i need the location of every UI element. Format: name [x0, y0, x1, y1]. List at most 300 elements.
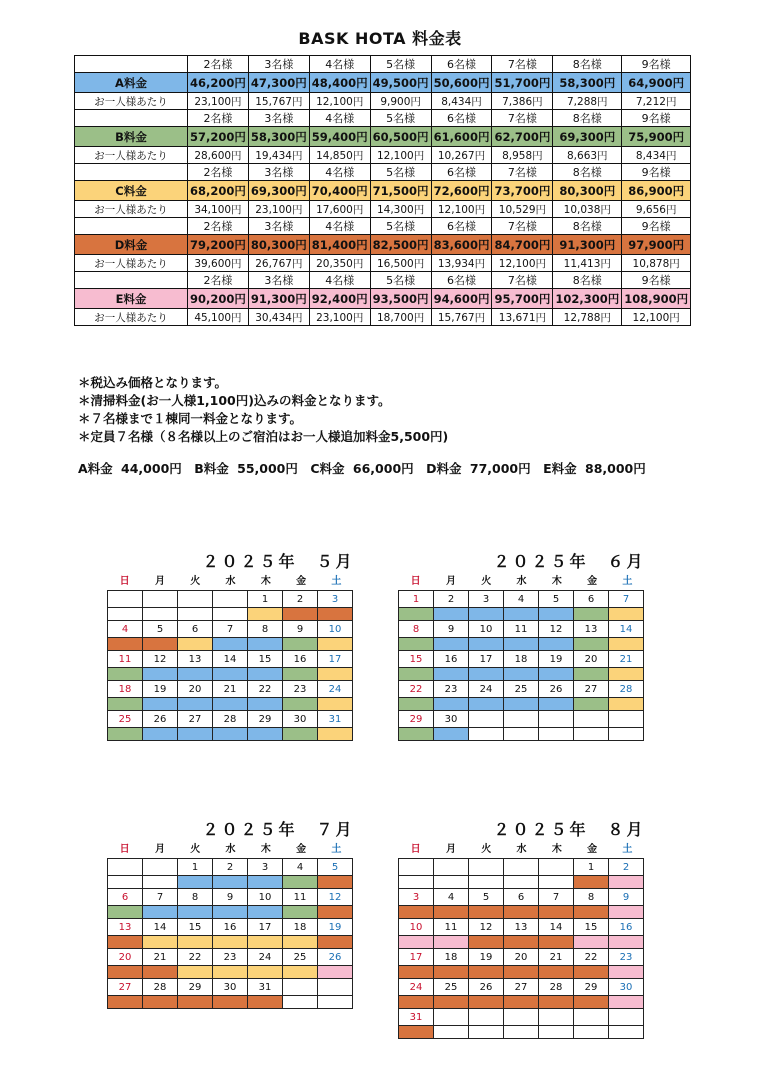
guest-count-cell: 2名様: [188, 218, 249, 235]
plan-color-cell: [283, 608, 318, 621]
plan-total-cell: 46,200円: [188, 73, 249, 93]
header-spacer-cell: [75, 272, 188, 289]
plan-color-cell: [434, 906, 469, 919]
weekday-label: 火: [481, 576, 492, 587]
calendar-day-cell: 8: [248, 621, 283, 638]
calendar-day-cell: 7: [213, 621, 248, 638]
calendar-day-cell: 7: [609, 591, 644, 608]
plan-color-cell: [178, 728, 213, 741]
calendar-day-cell: 28: [213, 711, 248, 728]
calendar-june: [398, 550, 727, 741]
calendar-day-cell: 21: [539, 949, 574, 966]
plan-color-cell: [574, 638, 609, 651]
calendar-week-row: [108, 591, 353, 608]
calendar-day-cell: 26: [539, 681, 574, 698]
plan-color-cell: [248, 996, 283, 1009]
plan-total-cell: 82,500円: [370, 235, 431, 255]
plan-color-cell: [178, 936, 213, 949]
guest-count-cell: 5名様: [370, 56, 431, 73]
plan-color-cell: [108, 608, 143, 621]
calendar-day-cell: [178, 591, 213, 608]
guest-header-row: [75, 272, 691, 289]
per-person-cell: 11,413円: [553, 255, 622, 272]
calendar-plan-row: [108, 906, 353, 919]
plan-color-cell: [283, 668, 318, 681]
plan-color-cell: [283, 698, 318, 711]
calendar-day-cell: [434, 1009, 469, 1026]
calendar-day-cell: 5: [469, 889, 504, 906]
plan-color-cell: [399, 906, 434, 919]
calendar-plan-row: [108, 698, 353, 711]
calendar-day-cell: 13: [504, 919, 539, 936]
plan-total-cell: 49,500円: [370, 73, 431, 93]
calendar-day-cell: [609, 1009, 644, 1026]
per-person-row: [75, 201, 691, 218]
plan-color-cell: [574, 996, 609, 1009]
calendar-week-row: [399, 979, 644, 996]
per-person-cell: 9,656円: [622, 201, 691, 218]
plan-total-cell: 81,400円: [309, 235, 370, 255]
plan-total-cell: 80,300円: [248, 235, 309, 255]
per-person-cell: 17,600円: [309, 201, 370, 218]
calendar-day-cell: [399, 859, 434, 876]
plan-total-cell: 58,300円: [553, 73, 622, 93]
calendar-day-cell: 9: [434, 621, 469, 638]
guest-count-cell: 2名様: [188, 272, 249, 289]
plan-total-cell: 72,600円: [431, 181, 492, 201]
per-person-cell: 13,671円: [492, 309, 553, 326]
calendar-day-cell: 6: [504, 889, 539, 906]
calendar-day-cell: 7: [143, 889, 178, 906]
calendar-week-row: [399, 889, 644, 906]
guest-count-cell: 4名様: [309, 110, 370, 127]
plan-color-cell: [178, 668, 213, 681]
calendar-day-cell: 5: [539, 591, 574, 608]
calendar-day-cell: [108, 591, 143, 608]
calendar-week-row: [108, 681, 353, 698]
plan-color-cell: [574, 966, 609, 979]
calendar-day-cell: 30: [609, 979, 644, 996]
calendar-week-row: [108, 889, 353, 906]
plan-color-cell: [283, 728, 318, 741]
plan-total-cell: 86,900円: [622, 181, 691, 201]
per-person-cell: 10,267円: [431, 147, 492, 164]
plan-total-cell: 102,300円: [553, 289, 622, 309]
calendar-week-row: [399, 591, 644, 608]
guest-count-cell: 5名様: [370, 272, 431, 289]
weekday-label: 火: [481, 844, 492, 855]
plan-color-cell: [399, 936, 434, 949]
plan-color-cell: [539, 608, 574, 621]
per-person-cell: 15,767円: [248, 93, 309, 110]
calendar-plan-row: [108, 936, 353, 949]
plan-color-cell: [539, 876, 574, 889]
price-table: [74, 55, 691, 326]
plan-total-cell: 84,700円: [492, 235, 553, 255]
plan-total-cell: 68,200円: [188, 181, 249, 201]
plan-color-cell: [574, 698, 609, 711]
plan-color-cell: [504, 996, 539, 1009]
per-person-cell: 18,700円: [370, 309, 431, 326]
calendar-day-cell: 29: [248, 711, 283, 728]
calendar-day-cell: [504, 711, 539, 728]
calendar-plan-row: [108, 638, 353, 651]
calendar-day-cell: 12: [469, 919, 504, 936]
plan-color-cell: [469, 608, 504, 621]
header-spacer-cell: [75, 164, 188, 181]
calendar-day-cell: 24: [318, 681, 353, 698]
plan-color-cell: [609, 936, 644, 949]
calendar-day-cell: 22: [574, 949, 609, 966]
calendar-day-cell: 5: [143, 621, 178, 638]
plan-total-cell: 62,700円: [492, 127, 553, 147]
plan-color-cell: [539, 966, 574, 979]
calendar-may: [107, 550, 436, 741]
plan-color-cell: [504, 876, 539, 889]
plan-color-cell: [539, 698, 574, 711]
guest-count-cell: 2名様: [188, 110, 249, 127]
plan-label-cell: A料金: [75, 73, 188, 93]
calendar-day-cell: 16: [283, 651, 318, 668]
calendar-week-row: [399, 859, 644, 876]
plan-color-cell: [213, 996, 248, 1009]
weekday-label: 火: [190, 576, 201, 587]
calendar-july: [107, 818, 436, 1009]
plan-label-cell: C料金: [75, 181, 188, 201]
calendar-day-cell: 17: [469, 651, 504, 668]
guest-count-cell: 5名様: [370, 218, 431, 235]
calendar-day-cell: 31: [318, 711, 353, 728]
plan-color-cell: [248, 698, 283, 711]
calendar-day-cell: 9: [609, 889, 644, 906]
calendar-plan-row: [399, 876, 644, 889]
guest-count-cell: 6名様: [431, 56, 492, 73]
note-line: ＊７名様まで１棟同一料金となります。: [78, 411, 303, 426]
plan-color-cell: [609, 698, 644, 711]
calendar-day-cell: 28: [143, 979, 178, 996]
plan-color-cell: [469, 936, 504, 949]
calendar-week-row: [399, 919, 644, 936]
per-person-cell: 26,767円: [248, 255, 309, 272]
plan-total-cell: 75,900円: [622, 127, 691, 147]
calendar-day-cell: 11: [434, 919, 469, 936]
calendar-day-cell: 22: [399, 681, 434, 698]
per-person-cell: 7,288円: [553, 93, 622, 110]
calendar-day-cell: 18: [434, 949, 469, 966]
per-person-cell: 16,500円: [370, 255, 431, 272]
guest-count-cell: 6名様: [431, 110, 492, 127]
plan-color-cell: [283, 876, 318, 889]
weekday-label: 水: [516, 576, 527, 587]
plan-color-cell: [504, 906, 539, 919]
weekday-label: 水: [516, 844, 527, 855]
plan-color-cell: [574, 936, 609, 949]
calendar-day-cell: 30: [283, 711, 318, 728]
calendar-title: ２０２５年 ８月: [493, 820, 646, 839]
plan-color-cell: [399, 638, 434, 651]
calendar-day-cell: 19: [539, 651, 574, 668]
calendar-plan-row: [399, 638, 644, 651]
calendar-day-cell: 25: [434, 979, 469, 996]
plan-color-cell: [574, 906, 609, 919]
plan-color-cell: [213, 698, 248, 711]
plan-color-cell: [574, 668, 609, 681]
plan-color-cell: [574, 728, 609, 741]
calendar-day-cell: 4: [504, 591, 539, 608]
weekday-label: 日: [410, 576, 421, 587]
per-person-cell: 23,100円: [309, 309, 370, 326]
calendar-week-row: [108, 919, 353, 936]
note-line: ＊税込み価格となります。: [78, 375, 228, 390]
calendar-day-cell: 9: [283, 621, 318, 638]
calendar-day-cell: 18: [283, 919, 318, 936]
plan-color-cell: [574, 1026, 609, 1039]
calendar-day-cell: 19: [469, 949, 504, 966]
calendar-day-cell: [574, 711, 609, 728]
calendar-day-cell: [504, 1009, 539, 1026]
plan-total-cell: 60,500円: [370, 127, 431, 147]
per-person-row: [75, 93, 691, 110]
calendar-day-cell: 26: [143, 711, 178, 728]
plan-color-cell: [143, 966, 178, 979]
calendar-plan-row: [108, 966, 353, 979]
base-rates: A料金 44,000円 B料金 55,000円 C料金 66,000円 D料金 77,000円 E料金 88,000円: [78, 461, 646, 476]
calendar-day-cell: 20: [178, 681, 213, 698]
calendar-plan-row: [108, 876, 353, 889]
calendar-day-cell: 27: [504, 979, 539, 996]
per-person-cell: 12,788円: [553, 309, 622, 326]
calendar-day-cell: 10: [399, 919, 434, 936]
plan-color-cell: [399, 996, 434, 1009]
plan-color-cell: [539, 996, 574, 1009]
plan-color-cell: [609, 1026, 644, 1039]
calendar-day-cell: 25: [504, 681, 539, 698]
plan-color-cell: [399, 608, 434, 621]
calendar-day-cell: [469, 1009, 504, 1026]
plan-color-cell: [434, 638, 469, 651]
plan-color-cell: [213, 906, 248, 919]
calendar-day-cell: [539, 711, 574, 728]
calendar-day-cell: 14: [539, 919, 574, 936]
plan-total-row: [75, 181, 691, 201]
plan-total-cell: 73,700円: [492, 181, 553, 201]
plan-color-cell: [399, 966, 434, 979]
calendar-august: [398, 818, 727, 1039]
per-person-cell: 8,434円: [622, 147, 691, 164]
plan-total-cell: 69,300円: [248, 181, 309, 201]
plan-color-cell: [318, 608, 353, 621]
plan-color-cell: [108, 698, 143, 711]
plan-total-row: [75, 127, 691, 147]
calendar-day-cell: 24: [399, 979, 434, 996]
plan-total-cell: 69,300円: [553, 127, 622, 147]
calendar-day-cell: [504, 859, 539, 876]
plan-color-cell: [469, 966, 504, 979]
guest-count-cell: 8名様: [553, 218, 622, 235]
calendar-day-cell: 11: [283, 889, 318, 906]
weekday-label: 日: [410, 844, 421, 855]
plan-total-cell: 50,600円: [431, 73, 492, 93]
calendar-day-cell: 5: [318, 859, 353, 876]
calendar-day-cell: 3: [318, 591, 353, 608]
weekday-label: 月: [154, 576, 165, 587]
calendar-day-cell: 3: [248, 859, 283, 876]
calendar-day-cell: 17: [399, 949, 434, 966]
plan-color-cell: [469, 996, 504, 1009]
plan-color-cell: [248, 966, 283, 979]
calendar-plan-row: [108, 728, 353, 741]
calendar-day-cell: 2: [434, 591, 469, 608]
weekday-label: 木: [260, 844, 271, 855]
calendar-day-cell: 11: [108, 651, 143, 668]
plan-color-cell: [178, 876, 213, 889]
plan-total-cell: 79,200円: [188, 235, 249, 255]
plan-color-cell: [108, 728, 143, 741]
plan-color-cell: [178, 638, 213, 651]
calendar-week-row: [399, 1009, 644, 1026]
calendar-day-cell: 21: [143, 949, 178, 966]
plan-color-cell: [504, 966, 539, 979]
calendar-day-cell: 29: [399, 711, 434, 728]
plan-color-cell: [434, 698, 469, 711]
plan-color-cell: [283, 966, 318, 979]
guest-count-cell: 4名様: [309, 56, 370, 73]
calendar-week-row: [108, 711, 353, 728]
calendar-day-cell: [108, 859, 143, 876]
plan-color-cell: [318, 996, 353, 1009]
calendar-day-cell: 4: [283, 859, 318, 876]
guest-count-cell: 2名様: [188, 164, 249, 181]
guest-count-cell: 8名様: [553, 272, 622, 289]
calendar-plan-row: [399, 906, 644, 919]
plan-label-cell: E料金: [75, 289, 188, 309]
calendar-day-cell: 20: [504, 949, 539, 966]
plan-total-cell: 57,200円: [188, 127, 249, 147]
guest-header-row: [75, 56, 691, 73]
per-person-cell: 13,934円: [431, 255, 492, 272]
plan-color-cell: [434, 966, 469, 979]
plan-total-cell: 108,900円: [622, 289, 691, 309]
calendar-day-cell: 1: [178, 859, 213, 876]
calendar-day-cell: 20: [574, 651, 609, 668]
calendar-day-cell: 4: [434, 889, 469, 906]
plan-color-cell: [469, 638, 504, 651]
calendar-day-cell: 30: [213, 979, 248, 996]
plan-color-cell: [318, 966, 353, 979]
guest-count-cell: 3名様: [248, 110, 309, 127]
calendar-day-cell: 12: [143, 651, 178, 668]
plan-color-cell: [248, 608, 283, 621]
calendar-day-cell: 28: [539, 979, 574, 996]
plan-color-cell: [143, 728, 178, 741]
calendar-day-cell: 31: [399, 1009, 434, 1026]
calendar-day-cell: 2: [213, 859, 248, 876]
plan-total-cell: 58,300円: [248, 127, 309, 147]
calendar-day-cell: [213, 591, 248, 608]
calendar-day-cell: [539, 1009, 574, 1026]
weekday-label: 金: [296, 576, 307, 587]
plan-color-cell: [283, 638, 318, 651]
weekday-label: 火: [190, 844, 201, 855]
calendar-day-cell: 12: [318, 889, 353, 906]
calendar-day-cell: 13: [574, 621, 609, 638]
per-person-cell: 10,038円: [553, 201, 622, 218]
calendar-day-cell: 21: [609, 651, 644, 668]
calendar-day-cell: 30: [434, 711, 469, 728]
calendar-day-cell: 24: [248, 949, 283, 966]
calendar-day-cell: 23: [609, 949, 644, 966]
guest-count-cell: 9名様: [622, 56, 691, 73]
plan-color-cell: [143, 876, 178, 889]
calendar-day-cell: 27: [574, 681, 609, 698]
calendar-plan-row: [399, 608, 644, 621]
weekday-label: 月: [445, 844, 456, 855]
weekday-label: 月: [445, 576, 456, 587]
plan-color-cell: [213, 876, 248, 889]
calendar-day-cell: [283, 979, 318, 996]
calendar-day-cell: [143, 859, 178, 876]
calendar-plan-row: [399, 1026, 644, 1039]
calendar-week-row: [108, 651, 353, 668]
plan-color-cell: [574, 608, 609, 621]
plan-total-cell: 61,600円: [431, 127, 492, 147]
calendar-grid: [398, 858, 644, 1039]
per-person-cell: 9,900円: [370, 93, 431, 110]
calendar-week-row: [108, 979, 353, 996]
calendar-day-cell: 17: [318, 651, 353, 668]
calendar-day-cell: 17: [248, 919, 283, 936]
calendar-day-cell: 31: [248, 979, 283, 996]
plan-color-cell: [143, 608, 178, 621]
plan-color-cell: [213, 608, 248, 621]
guest-count-cell: 9名様: [622, 164, 691, 181]
calendar-day-cell: 10: [318, 621, 353, 638]
per-person-cell: 12,100円: [370, 147, 431, 164]
plan-total-row: [75, 73, 691, 93]
plan-color-cell: [283, 936, 318, 949]
plan-color-cell: [609, 608, 644, 621]
guest-count-cell: 6名様: [431, 164, 492, 181]
calendar-day-cell: 3: [399, 889, 434, 906]
per-person-cell: 8,663円: [553, 147, 622, 164]
calendar-day-cell: 26: [469, 979, 504, 996]
weekday-label: 月: [154, 844, 165, 855]
calendar-title: ２０２５年 ５月: [202, 552, 355, 571]
plan-color-cell: [318, 876, 353, 889]
plan-total-cell: 90,200円: [188, 289, 249, 309]
plan-color-cell: [539, 728, 574, 741]
plan-color-cell: [213, 638, 248, 651]
guest-count-cell: 4名様: [309, 164, 370, 181]
plan-color-cell: [504, 638, 539, 651]
per-person-cell: 14,300円: [370, 201, 431, 218]
plan-color-cell: [178, 996, 213, 1009]
guest-count-cell: 3名様: [248, 218, 309, 235]
per-person-cell: 12,100円: [492, 255, 553, 272]
calendar-day-cell: [574, 1009, 609, 1026]
plan-color-cell: [539, 668, 574, 681]
weekday-header: [398, 842, 727, 858]
plan-color-cell: [504, 936, 539, 949]
calendar-day-cell: 13: [108, 919, 143, 936]
weekday-label: 金: [587, 576, 598, 587]
calendar-day-cell: 23: [213, 949, 248, 966]
plan-color-cell: [213, 966, 248, 979]
guest-count-cell: 4名様: [309, 218, 370, 235]
per-person-cell: 34,100円: [188, 201, 249, 218]
per-person-row: [75, 147, 691, 164]
calendar-grid: [107, 590, 353, 741]
